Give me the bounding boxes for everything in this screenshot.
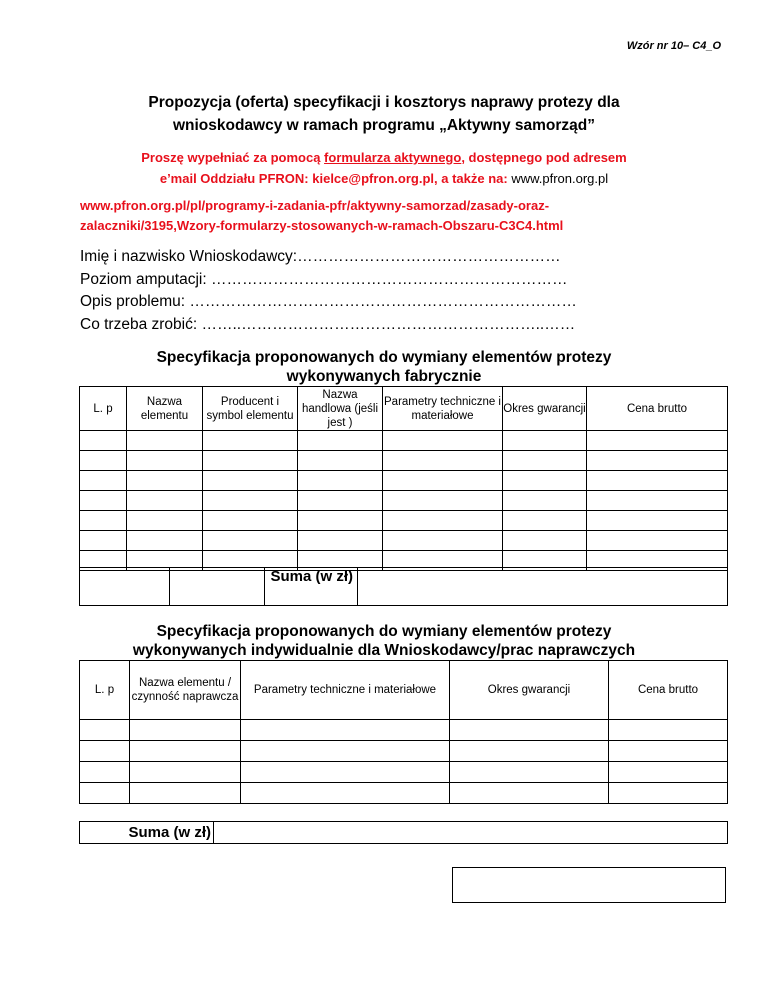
section2-title-line-1: Specyfikacja proponowanych do wymiany elementów protezy: [156, 623, 612, 640]
section1-sum-label: Suma (w zł): [265, 568, 358, 606]
signature-box[interactable]: [452, 867, 726, 903]
col-header-warranty: Okres gwarancji: [450, 661, 609, 720]
notice-part-2: , dostępnego pod adresem: [461, 150, 627, 165]
table-header-row: [80, 387, 728, 431]
col-header-element-action: Nazwa elementu / czynność naprawcza: [130, 661, 241, 720]
title-line-2: wnioskodawcy w ramach programu „Aktywny samorząd”: [172, 117, 596, 134]
notice: [60, 147, 708, 189]
factory-elements-table: [79, 386, 728, 571]
table-row[interactable]: [80, 491, 728, 511]
table-row[interactable]: [80, 431, 728, 451]
col-header-trade-name: Nazwa handlowa (jeśli jest ): [298, 387, 383, 431]
field-name[interactable]: Imię i nazwisko Wnioskodawcy:……………………………………………: [80, 248, 561, 265]
col-header-lp: L. p: [80, 661, 130, 720]
section2-title-line-2: wykonywanych indywidualnie dla Wnioskodawcy/prac naprawczych: [132, 642, 636, 659]
col-header-producer: Producent i symbol elementu: [203, 387, 298, 431]
notice-email: e’mail Oddziału PFRON: kielce@pfron.org.pl, a także na:: [159, 171, 512, 186]
section1-title: [60, 348, 708, 386]
section2-title: [60, 622, 708, 660]
field-problem-description[interactable]: Opis problemu: …………………………………………………………………: [80, 293, 577, 310]
page-title: [60, 91, 708, 137]
col-header-price: Cena brutto: [609, 661, 728, 720]
section1-sum-row: [79, 567, 728, 606]
field-amputation-level[interactable]: Poziom amputacji: ……………………………………………………………: [80, 270, 568, 288]
url-line-2: zalaczniki/3195,Wzory-formularzy-stosowanych-w-ramach-Obszaru-C3C4.html: [80, 218, 564, 233]
section1-title-line-1: Specyfikacja proponowanych do wymiany elementów protezy: [156, 349, 612, 366]
col-header-element-name: Nazwa elementu: [127, 387, 203, 431]
table-row[interactable]: [80, 471, 728, 491]
table-row[interactable]: [80, 741, 728, 762]
table-row[interactable]: [80, 451, 728, 471]
forms-url[interactable]: [80, 196, 720, 236]
col-header-lp: L. p: [80, 387, 127, 431]
table-row[interactable]: [80, 511, 728, 531]
notice-part-1: Proszę wypełniać za pomocą: [141, 150, 325, 165]
section2-sum-row: [79, 821, 728, 844]
table-header-row: [80, 661, 728, 720]
individual-elements-table: [79, 660, 728, 804]
url-line-1: www.pfron.org.pl/pl/programy-i-zadania-pfr/aktywny-samorzad/zasady-oraz-: [80, 198, 550, 213]
title-line-1: Propozycja (oferta) specyfikacji i kosztorys naprawy protezy dla: [148, 94, 620, 111]
section2-sum-label: Suma (w zł): [80, 822, 214, 844]
active-form-link[interactable]: formularza aktywnego: [324, 150, 462, 165]
applicant-fields: [80, 246, 577, 336]
table-row[interactable]: [80, 720, 728, 741]
col-header-warranty: Okres gwarancji: [503, 387, 587, 431]
field-what-to-do[interactable]: Co trzeba zrobić: ……..…………………………………………………..……: [80, 315, 576, 333]
table-row[interactable]: [80, 783, 728, 804]
section1-title-line-2: wykonywanych fabrycznie: [286, 368, 482, 385]
col-header-price: Cena brutto: [587, 387, 728, 431]
col-header-parameters: Parametry techniczne i materiałowe: [383, 387, 503, 431]
section1-sum-value[interactable]: [358, 568, 728, 606]
notice-site: www.pfron.org.pl: [511, 171, 609, 186]
section2-sum-value[interactable]: [214, 822, 728, 844]
table-row[interactable]: [80, 762, 728, 783]
table-row[interactable]: [80, 531, 728, 551]
col-header-parameters: Parametry techniczne i materiałowe: [241, 661, 450, 720]
form-code: Wzór nr 10– C4_O: [626, 40, 721, 52]
